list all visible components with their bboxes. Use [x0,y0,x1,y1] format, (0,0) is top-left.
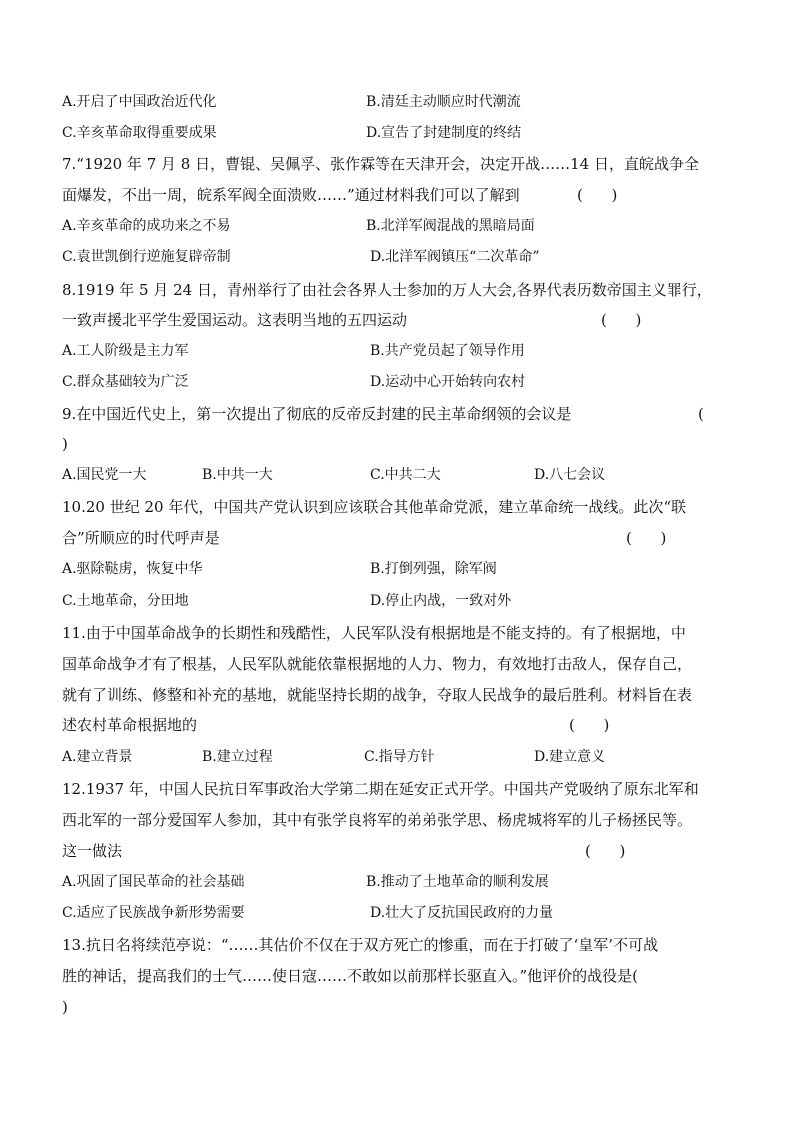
q12-option-b[interactable]: B.推动了土地革命的顺利发展 [366,874,549,890]
q7-option-d[interactable]: D.北洋军阀镇压“二次革命” [370,249,540,265]
q9-stem-line1: 9.在中国近代史上，第一次提出了彻底的反帝反封建的民主革命纲领的会议是 [62,405,572,423]
q11-option-d[interactable]: D.建立意义 [534,749,606,765]
q9-option-a[interactable]: A.国民党一大 [62,467,147,483]
q11-stem-line2: 国革命战争才有了根基，人民军队就能依靠根据地的人力、物力，有效地打击敌人，保存自己， [62,655,693,673]
q10-stem-line2: 合”所顺应的时代呼声是 [62,529,220,547]
q13-stem-line1: 13.抗日名将续范亭说：“……其估价不仅在于双方死亡的惨重，而在于打破了‘皇军’不可战 [62,936,659,954]
q7-option-a[interactable]: A.辛亥革命的成功来之不易 [62,218,231,234]
q8-stem-line1: 8.1919 年 5 月 24 日，青州举行了由社会各界人士参加的万人大会,各界代表历数帝国主义罪行， [62,281,712,299]
q12-option-c[interactable]: C.适应了民族战争新形势需要 [62,905,245,921]
q11-stem-line3: 就有了训练、修整和补充的基地，就能坚持长期的战争，夺取人民战争的最后胜利。材料旨在表 [62,686,693,704]
q12-option-a[interactable]: A.巩固了国民革命的社会基础 [62,874,245,890]
q11-stem-line4: 述农村革命根据地的 [62,716,198,734]
q11-option-b[interactable]: B.建立过程 [202,749,273,765]
q10-option-a[interactable]: A.驱除鞑虏，恢复中华 [62,561,203,577]
q8-answer-blank[interactable]: ( ) [601,311,642,329]
q7-option-b[interactable]: B.北洋军阀混战的黑暗局面 [366,218,535,234]
q9-answer-blank-close[interactable]: ) [62,435,68,453]
q6-option-b[interactable]: B.清廷主动顺应时代潮流 [366,94,521,110]
q13-stem-line2: 胜的神话，提高我们的士气……使日寇……不敢如以前那样长驱直入。”他评价的战役是( [62,967,639,985]
q12-option-d[interactable]: D.壮大了反抗国民政府的力量 [370,905,554,921]
q7-answer-blank[interactable]: ( ) [577,186,618,204]
q6-option-c[interactable]: C.辛亥革命取得重要成果 [62,125,217,141]
q7-option-c[interactable]: C.袁世凯倒行逆施复辟帝制 [62,249,231,265]
q6-option-a[interactable]: A.开启了中国政治近代化 [62,94,217,110]
q8-option-a[interactable]: A.工人阶级是主力军 [62,343,189,359]
q8-option-d[interactable]: D.运动中心开始转向农村 [370,374,526,390]
q12-stem-line3: 这一做法 [62,842,123,860]
q10-option-c[interactable]: C.土地革命，分田地 [62,593,189,609]
q7-stem-line1: 7.“1920 年 7 月 8 日，曹锟、吴佩孚、张作霖等在天津开会，决定开战……14 日，直皖战争全 [62,155,699,173]
q9-option-b[interactable]: B.中共一大 [202,467,273,483]
q9-option-c[interactable]: C.中共二大 [370,467,441,483]
q13-answer-blank-close[interactable]: ) [62,998,68,1016]
q11-option-c[interactable]: C.指导方针 [364,749,435,765]
q12-stem-line1: 12.1937 年，中国人民抗日军事政治大学第二期在延安正式开学。中国共产党吸纳了原东北军和 [62,780,699,798]
q11-answer-blank[interactable]: ( ) [569,716,610,734]
q10-option-d[interactable]: D.停止内战，一致对外 [370,593,512,609]
q10-option-b[interactable]: B.打倒列强，除军阀 [370,561,497,577]
q9-answer-blank-open[interactable]: ( [698,405,704,423]
q8-option-b[interactable]: B.共产党员起了领导作用 [370,343,525,359]
q8-stem-line2: 一致声援北平学生爱国运动。这表明当地的五四运动 [62,311,408,329]
q7-stem-line2: 面爆发，不出一周，皖系军阀全面溃败……”通过材料我们可以了解到 [62,186,520,204]
q12-answer-blank[interactable]: ( ) [585,842,626,860]
q11-option-a[interactable]: A.建立背景 [62,749,133,765]
q11-stem-line1: 11.由于中国革命战争的长期性和残酷性，人民军队没有根据地是不能支持的。有了根据地，中 [62,624,686,642]
q10-stem-line1: 10.20 世纪 20 年代，中国共产党认识到应该联合其他革命党派，建立革命统一战线。此次“联 [62,498,687,516]
q10-answer-blank[interactable]: ( ) [626,529,667,547]
q12-stem-line2: 西北军的一部分爱国军人参加，其中有张学良将军的弟弟张学思、杨虎城将军的儿子杨拯民等。 [62,811,693,829]
q8-option-c[interactable]: C.群众基础较为广泛 [62,374,189,390]
q6-option-d[interactable]: D.宣告了封建制度的终结 [366,125,522,141]
q9-option-d[interactable]: D.八七会议 [534,467,606,483]
